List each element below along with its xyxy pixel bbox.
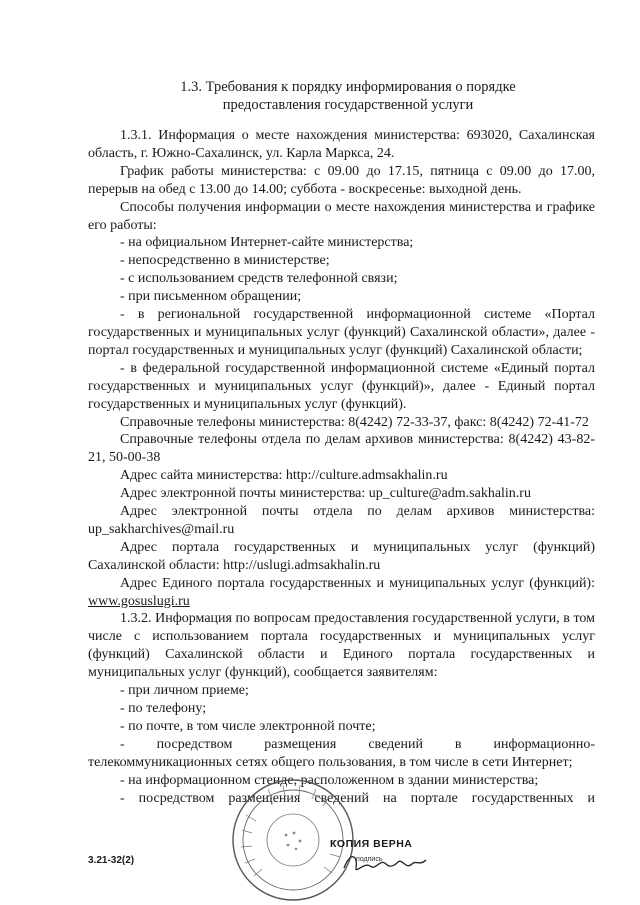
paragraph-location: 1.3.1. Информация о месте нахождения министерства: 693020, Сахалинская область, г. Южно-Сахалинск, ул. Карла Маркса, 24. — [88, 128, 595, 161]
section-heading — [88, 78, 608, 114]
federal-portal-label: Адрес Единого портала государственных и муниципальных услуг (функций): — [120, 575, 595, 591]
document-body — [88, 127, 595, 807]
list-item: - в региональной государственной информационной системе «Портал государственных и муниципальных услуг (функций) Сахалинской области», далее - портал государственных и муниципальных услуг (функций) Сахалинской области; — [88, 307, 595, 358]
list-item: - на информационном стенде, расположенном в здании министерства; — [120, 772, 539, 788]
paragraph-ways-intro: Способы получения информации о месте нахождения министерства и графике его работы: — [88, 199, 595, 233]
list-item: - на официальном Интернет-сайте министерства; — [120, 235, 414, 251]
list-item: - при личном приеме; — [120, 683, 249, 699]
paragraph-email-ministry: Адрес электронной почты министерства: up_culture@adm.sakhalin.ru — [120, 486, 531, 502]
document-code: 3.21-32(2) — [88, 855, 135, 866]
handwritten-signature — [340, 846, 430, 878]
list-item: - непосредственно в министерстве; — [120, 253, 330, 269]
copy-signature-caption: подпись — [356, 856, 383, 863]
copy-certified-mark: КОПИЯ ВЕРНА — [330, 838, 413, 850]
list-item: - с использованием средств телефонной связи; — [120, 271, 398, 287]
list-item: - при письменном обращении; — [120, 289, 302, 305]
paragraph-regional-portal: Адрес портала государственных и муниципальных услуг (функций) Сахалинской области: http://uslugi.admsakhalin.ru — [88, 539, 595, 573]
federal-portal-link[interactable]: www.gosuslugi.ru — [88, 593, 190, 609]
paragraph-federal-portal — [88, 575, 595, 611]
paragraph-email-archive: Адрес электронной почты отдела по делам архивов министерства: up_sakharchives@mail.ru — [88, 504, 595, 537]
heading-line-1: 1.3. Требования к порядку информирования о порядке — [180, 79, 516, 95]
paragraph-1-3-2: 1.3.2. Информация по вопросам предоставления государственной услуги, в том числе с использованием портала государственных и муниципальных услуг (функций) Сахалинской области и Единого портала государственных и муниципальных услуг (функций), сообщается заявителям: — [88, 611, 595, 681]
list-item: - по телефону; — [120, 701, 207, 716]
heading-line-2: предоставления государственной услуги — [222, 97, 474, 113]
list-item: - по почте, в том числе электронной почте; — [120, 718, 376, 734]
paragraph-schedule: График работы министерства: с 09.00 до 17.15, пятница с 09.00 до 17.00, перерыв на обед с 13.00 до 14.00; суббота - воскресенье: выходной день. — [88, 163, 595, 197]
list-item: - посредством размещения сведений на портале государственных и — [120, 790, 595, 806]
paragraph-phones-ministry: Справочные телефоны министерства: 8(4242) 72-33-37, факс: 8(4242) 72-41-72 — [120, 414, 589, 430]
list-item: - в федеральной государственной информационной системе «Единый портал государственных и муниципальных услуг (функций)», далее - Единый портал государственных и муниципальных услуг (функций). — [88, 360, 595, 412]
paragraph-phones-archive: Справочные телефоны отдела по делам архивов министерства: 8(4242) 43-82-21, 50-00-38 — [88, 432, 595, 466]
list-item: - посредством размещения сведений в информационно-телекоммуникационных сетях общего пользования, в том числе в сети Интернет; — [88, 736, 595, 770]
paragraph-site: Адрес сайта министерства: http://culture.admsakhalin.ru — [120, 468, 448, 484]
